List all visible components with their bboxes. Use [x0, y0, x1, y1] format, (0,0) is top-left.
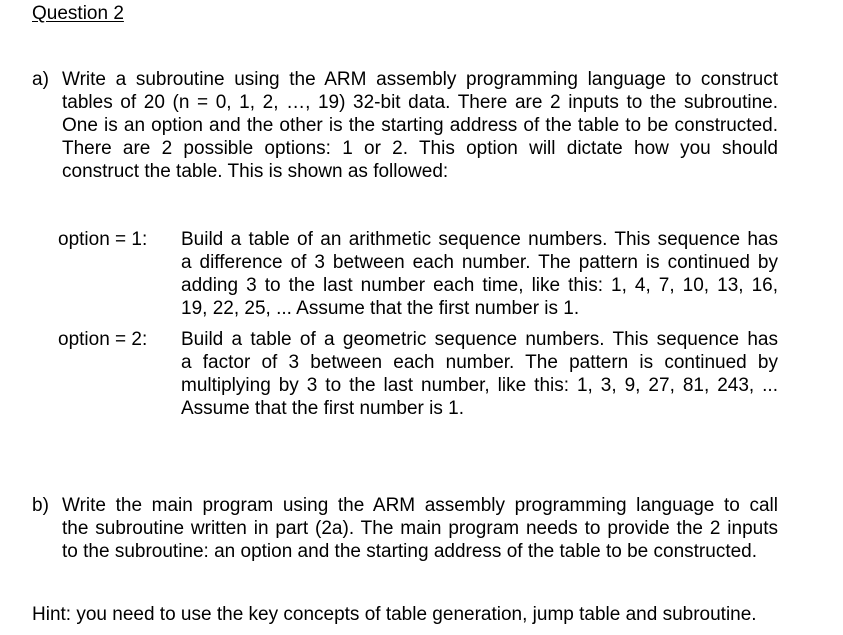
hint-text: Hint: you need to use the key concepts of table generation, jump table and subroutine. [32, 604, 757, 625]
option-2-line: Assume that the first number is 1. [181, 398, 465, 419]
option-1-label: option = 1: [58, 229, 148, 250]
option-1-line: a difference of 3 between each number. The pattern is continued by [181, 252, 778, 273]
part-b-marker: b) [32, 495, 49, 516]
option-2-line: Build a table of a geometric sequence numbers. This sequence has [181, 329, 778, 350]
part-b-paragraph [62, 494, 778, 563]
part-a-paragraph [62, 68, 778, 183]
part-a-line: There are 2 possible options: 1 or 2. This option will dictate how you should [62, 138, 778, 159]
option-2-label: option = 2: [58, 329, 148, 350]
option-1-description [181, 228, 778, 320]
part-a-line: tables of 20 (n = 0, 1, 2, …, 19) 32-bit data. There are 2 inputs to the subroutine. [62, 92, 778, 113]
option-1-line: adding 3 to the last number each time, like this: 1, 4, 7, 10, 13, 16, [181, 275, 778, 296]
part-b-line: to the subroutine: an option and the starting address of the table to be constructed. [62, 541, 758, 562]
part-b-line: Write the main program using the ARM assembly programming language to call [62, 495, 778, 516]
question-heading: Question 2 [32, 3, 124, 24]
part-a-line: One is an option and the other is the starting address of the table to be constructed. [62, 115, 778, 136]
option-2-line: a factor of 3 between each number. The pattern is continued by [181, 352, 778, 373]
part-b-line: the subroutine written in part (2a). The main program needs to provide the 2 inputs [62, 518, 778, 539]
part-a-line: Write a subroutine using the ARM assembly programming language to construct [62, 69, 778, 90]
option-1-line: Build a table of an arithmetic sequence numbers. This sequence has [181, 229, 778, 250]
part-a-line: construct the table. This is shown as followed: [62, 161, 449, 182]
option-2-description [181, 328, 778, 420]
option-1-line: 19, 22, 25, ... Assume that the first number is 1. [181, 298, 580, 319]
part-a-marker: a) [32, 69, 49, 90]
option-2-line: multiplying by 3 to the last number, like this: 1, 3, 9, 27, 81, 243, ... [181, 375, 778, 396]
